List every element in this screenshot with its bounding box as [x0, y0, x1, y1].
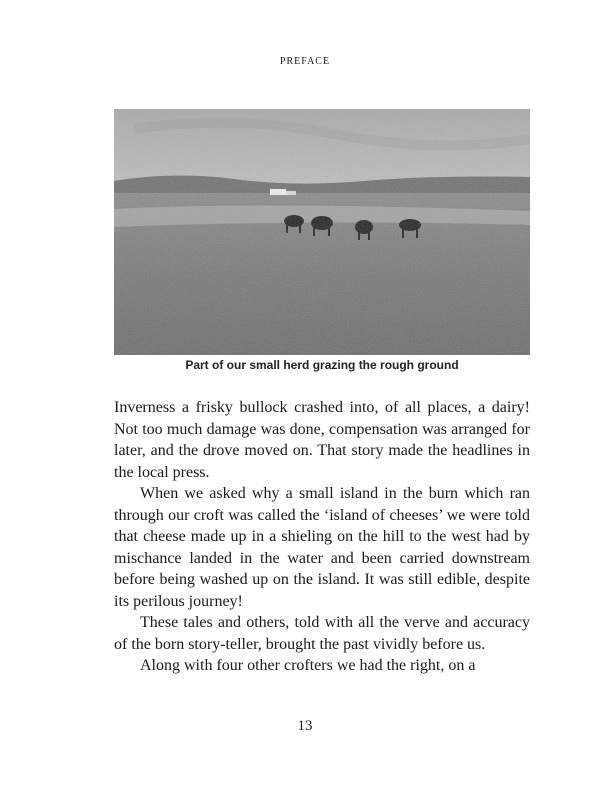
paragraph: When we asked why a small island in the burn which ran through our croft was called the ‘island of cheeses’ we were told that cheese made up in a shieling on the hill to the west had by mischance landed in the water and been carried downstream before being washed up on the island. It was still edible, despite its perilous journey! — [114, 485, 530, 610]
paragraph: These tales and others, told with all the verve and accuracy of the born story-teller, brought the past vividly before us. — [114, 614, 530, 653]
page-number: 13 — [297, 718, 313, 734]
paragraph: Inverness a frisky bullock crashed into, of all places, a dairy! Not too much damage was done, compensation was arranged for later, and the drove moved on. That story made the headlines in the local press. — [114, 399, 530, 481]
body-text — [114, 397, 530, 677]
paragraph: Along with four other crofters we had the right, on a — [140, 657, 476, 674]
figure-caption: Part of our small herd grazing the rough ground — [185, 358, 459, 372]
herd-photograph — [114, 109, 530, 355]
running-head: PREFACE — [279, 56, 331, 67]
